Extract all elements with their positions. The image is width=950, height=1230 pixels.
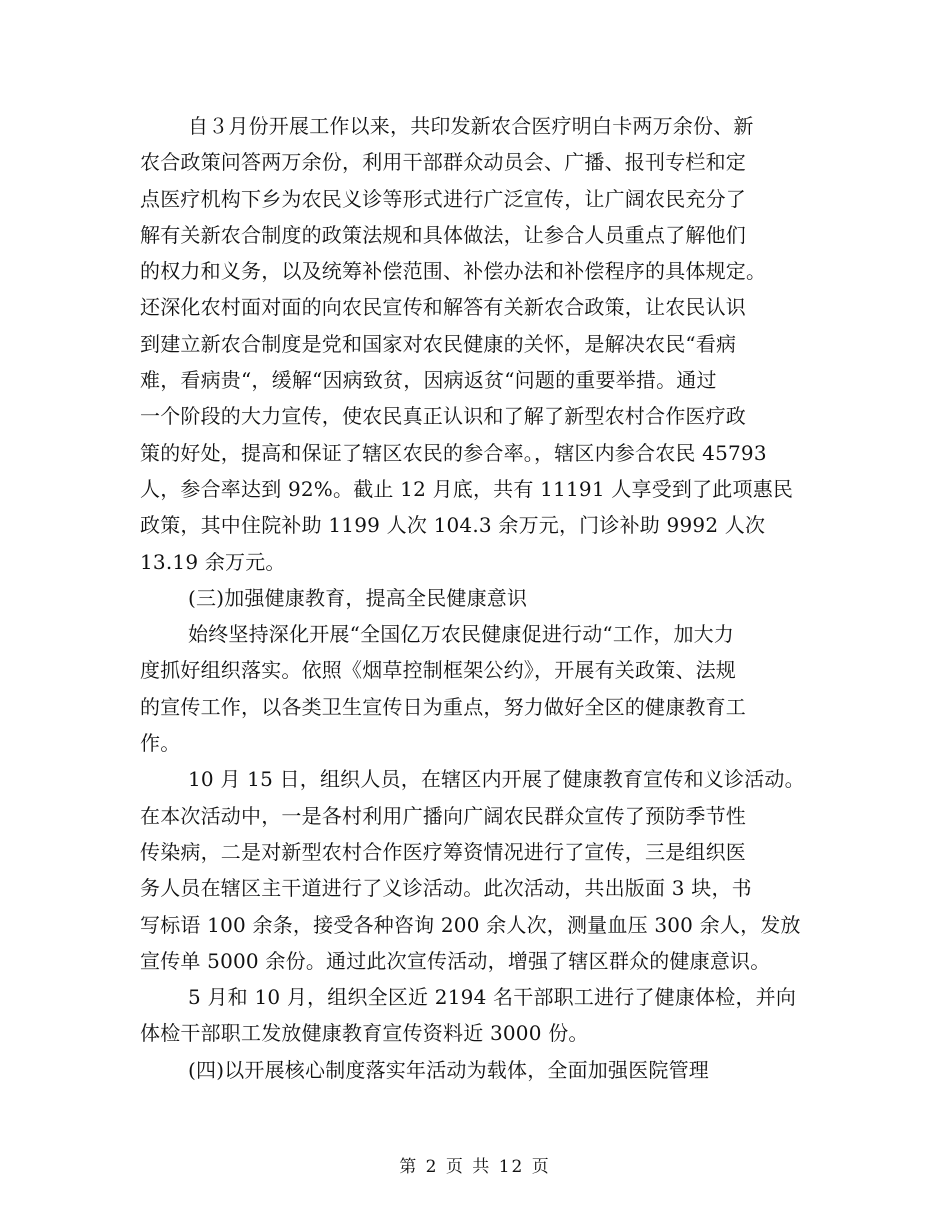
section-heading: (四)以开展核心制度落实年活动为载体，全面加强医院管理 <box>188 1057 710 1082</box>
text-line: 体检干部职工发放健康教育宣传资料近 3000 份。 <box>140 1021 589 1046</box>
section-heading: (三)加强健康教育，提高全民健康意识 <box>188 585 528 610</box>
text-line: 农合政策问答两万余份，利用干部群众动员会、广播、报刊专栏和定 <box>140 150 746 175</box>
text-line: 10 月 15 日，组织人员，在辖区内开展了健康教育宣传和义诊活动。 <box>188 767 805 792</box>
page-number-footer: 第 2 页 共 12 页 <box>399 1157 551 1177</box>
text-line: 的权力和义务，以及统筹补偿范围、补偿办法和补偿程序的具体规定。 <box>140 259 767 284</box>
text-line: 还深化农村面对面的向农民宣传和解答有关新农合政策，让农民认识 <box>140 295 746 320</box>
text-line: 自３月份开展工作以来，共印发新农合医疗明白卡两万余份、新 <box>188 114 754 138</box>
text-line: 政策，其中住院补助 1199 人次 104.3 余万元，门诊补助 9992 人次 <box>140 513 766 538</box>
text-line: 始终坚持深化开展“全国亿万农民健康促进行动“工作，加大力 <box>188 622 735 647</box>
text-line: 5 月和 10 月，组织全区近 2194 名干部职工进行了健康体检，并向 <box>188 985 797 1010</box>
text-line: 难，看病贵“，缓解“因病致贫，因病返贫“问题的重要举措。通过 <box>140 368 717 393</box>
document-body <box>140 108 820 1088</box>
text-line: 的宣传工作，以各类卫生宣传日为重点，努力做好全区的健康教育工 <box>140 694 746 719</box>
text-line: 13.19 余万元。 <box>140 549 286 574</box>
text-line: 在本次活动中，一是各村利用广播向广阔农民群众宣传了预防季节性 <box>140 803 746 828</box>
text-line: 策的好处，提高和保证了辖区农民的参合率。，辖区内参合农民 45793 <box>140 440 767 465</box>
text-line: 写标语 100 余条，接受各种咨询 200 余人次，测量血压 300 余人，发放 <box>140 912 801 937</box>
text-line: 解有关新农合制度的政策法规和具体做法，让参合人员重点了解他们 <box>140 222 746 247</box>
text-line: 到建立新农合制度是党和国家对农民健康的关怀，是解决农民“看病 <box>140 331 737 356</box>
text-line: 一个阶段的大力宣传，使农民真正认识和了解了新型农村合作医疗政 <box>140 404 746 429</box>
text-line: 人，参合率达到 92%。截止 12 月底，共有 11191 人享受到了此项惠民 <box>140 476 794 501</box>
text-line: 传染病，二是对新型农村合作医疗筹资情况进行了宣传，三是组织医 <box>140 839 746 864</box>
text-line: 度抓好组织落实。依照《烟草控制框架公约》，开展有关政策、法规 <box>140 658 736 683</box>
text-line: 宣传单 5000 余份。通过此次宣传活动，增强了辖区群众的健康意识。 <box>140 948 771 973</box>
text-line: 点医疗机构下乡为农民义诊等形式进行广泛宣传，让广阔农民充分了 <box>140 186 746 211</box>
text-line: 作。 <box>140 731 181 756</box>
text-line: 务人员在辖区主干道进行了义诊活动。此次活动，共出版面 3 块，书 <box>140 876 752 901</box>
